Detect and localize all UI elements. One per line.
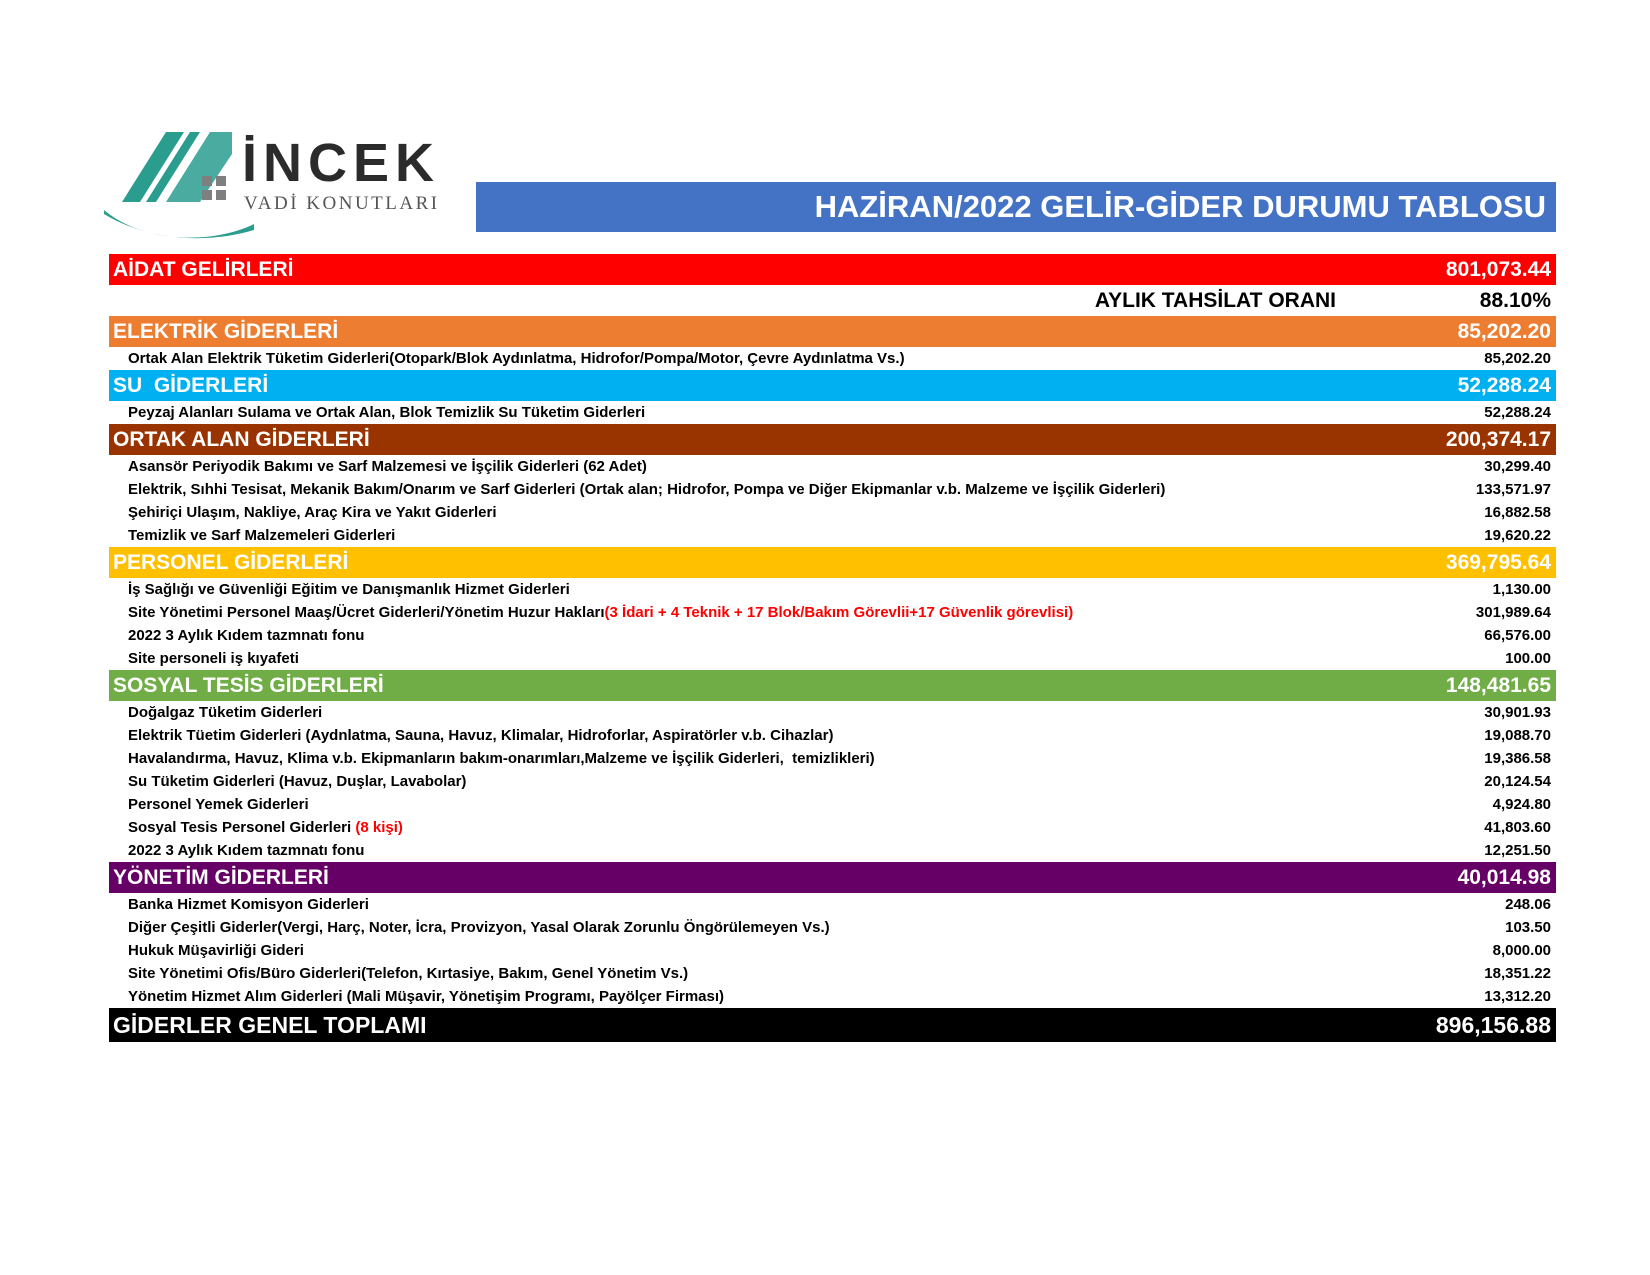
grand-total-value: 896,156.88	[1435, 1011, 1551, 1038]
section-header-ortak-alan	[109, 424, 1556, 455]
collection-rate-label: AYLIK TAHSİLAT ORANI	[1094, 288, 1336, 312]
section-header-sosyal-tesis	[109, 670, 1556, 701]
section-total: 200,374.17	[1445, 427, 1551, 451]
expense-row	[109, 962, 1556, 985]
expense-row	[109, 501, 1556, 524]
expense-value: 100.00	[1505, 650, 1551, 667]
logo-subtitle: VADİ KONUTLARI	[244, 193, 440, 214]
expense-value: 16,882.58	[1484, 504, 1551, 521]
expense-label: Ortak Alan Elektrik Tüketim Giderleri(Otopark/Blok Aydınlatma, Hidrofor/Pompa/Motor, Çevre Aydınlatma Vs.)	[128, 350, 905, 367]
section-header-elektrik	[109, 316, 1556, 347]
expense-row	[109, 793, 1556, 816]
expense-label: Banka Hizmet Komisyon Giderleri	[128, 896, 369, 913]
expense-row	[109, 816, 1556, 839]
expense-value: 4,924.80	[1492, 796, 1551, 813]
expense-row	[109, 455, 1556, 478]
expense-row	[109, 839, 1556, 862]
expense-label: Temizlik ve Sarf Malzemeleri Giderleri	[128, 527, 396, 544]
expense-value: 19,620.22	[1484, 527, 1551, 544]
expense-value: 30,901.93	[1484, 704, 1551, 721]
section-total: 148,481.65	[1445, 673, 1551, 697]
expense-row	[109, 701, 1556, 724]
section-total: 40,014.98	[1457, 865, 1551, 889]
logo	[104, 132, 484, 244]
section-total: 369,795.64	[1445, 550, 1551, 574]
section-label: PERSONEL GİDERLERİ	[113, 550, 349, 574]
expense-label	[128, 604, 1073, 621]
expense-row	[109, 916, 1556, 939]
expense-value: 1,130.00	[1492, 581, 1551, 598]
expense-value: 13,312.20	[1484, 988, 1551, 1005]
expense-label: Su Tüketim Giderleri (Havuz, Duşlar, Lavabolar)	[128, 773, 467, 790]
page-title: HAZİRAN/2022 GELİR-GİDER DURUMU TABLOSU	[476, 182, 1556, 232]
income-expense-table	[109, 254, 1556, 1042]
section-label: SU GİDERLERİ	[113, 373, 269, 397]
expense-label: Peyzaj Alanları Sulama ve Ortak Alan, Blok Temizlik Su Tüketim Giderleri	[128, 404, 646, 421]
income-value: 801,073.44	[1445, 257, 1551, 281]
expense-label-text: Site Yönetimi Personel Maaş/Ücret Giderleri/Yönetim Huzur Hakları	[128, 604, 605, 621]
expense-row	[109, 893, 1556, 916]
expense-value: 133,571.97	[1475, 481, 1551, 498]
expense-value: 85,202.20	[1484, 350, 1551, 367]
income-row	[109, 254, 1556, 285]
section-label: SOSYAL TESİS GİDERLERİ	[113, 673, 384, 697]
expense-value: 30,299.40	[1484, 458, 1551, 475]
section-label: ELEKTRİK GİDERLERİ	[113, 319, 339, 343]
house-logo-icon	[104, 132, 254, 244]
grand-total-row	[109, 1008, 1556, 1042]
expense-label: Diğer Çeşitli Giderler(Vergi, Harç, Noter, İcra, Provizyon, Yasal Olarak Zorunlu Öngörülemeyen Vs.)	[128, 919, 830, 936]
expense-label-text: Sosyal Tesis Personel Giderleri	[128, 819, 356, 836]
expense-label: Elektrik, Sıhhi Tesisat, Mekanik Bakım/Onarım ve Sarf Giderleri (Ortak alan; Hidrofor, Pompa ve Diğer Ekipmanlar v.b. Malzeme ve İşçilik Giderleri)	[128, 481, 1166, 498]
expense-label: İş Sağlığı ve Güvenliği Eğitim ve Danışmanlık Hizmet Giderleri	[128, 581, 570, 598]
expense-label: 2022 3 Aylık Kıdem tazmnatı fonu	[128, 842, 365, 859]
section-header-su	[109, 370, 1556, 401]
section-label: ORTAK ALAN GİDERLERİ	[113, 427, 370, 451]
expense-label: Asansör Periyodik Bakımı ve Sarf Malzemesi ve İşçilik Giderleri (62 Adet)	[128, 458, 647, 475]
expense-label: Hukuk Müşavirliği Gideri	[128, 942, 304, 959]
expense-note: (8 kişi)	[355, 819, 403, 836]
expense-note: (3 İdari + 4 Teknik + 17 Blok/Bakım Görevlii+17 Güvenlik görevlisi)	[604, 604, 1074, 621]
expense-label: Site Yönetimi Ofis/Büro Giderleri(Telefon, Kırtasiye, Bakım, Genel Yönetim Vs.)	[128, 965, 689, 982]
expense-value: 12,251.50	[1484, 842, 1551, 859]
expense-label: Doğalgaz Tüketim Giderleri	[128, 704, 323, 721]
expense-value: 20,124.54	[1484, 773, 1551, 790]
grand-total-label: GİDERLER GENEL TOPLAMI	[113, 1011, 427, 1038]
expense-value: 103.50	[1505, 919, 1551, 936]
expense-value: 18,351.22	[1484, 965, 1551, 982]
section-header-yonetim	[109, 862, 1556, 893]
expense-row	[109, 747, 1556, 770]
expense-label: Personel Yemek Giderleri	[128, 796, 309, 813]
expense-label: Havalandırma, Havuz, Klima v.b. Ekipmanların bakım-onarımları,Malzeme ve İşçilik Giderleri, temizlikleri)	[128, 750, 875, 767]
expense-row	[109, 647, 1556, 670]
expense-row	[109, 347, 1556, 370]
expense-label	[128, 819, 403, 836]
expense-label: 2022 3 Aylık Kıdem tazmnatı fonu	[128, 627, 365, 644]
expense-row	[109, 624, 1556, 647]
section-label: YÖNETİM GİDERLERİ	[113, 865, 329, 889]
expense-label: Yönetim Hizmet Alım Giderleri (Mali Müşavir, Yönetişim Programı, Payölçer Firması)	[128, 988, 725, 1005]
expense-label: Şehiriçi Ulaşım, Nakliye, Araç Kira ve Yakıt Giderleri	[128, 504, 497, 521]
expense-row	[109, 478, 1556, 501]
expense-row	[109, 939, 1556, 962]
section-total: 85,202.20	[1457, 319, 1551, 343]
logo-brand: İNCEK	[242, 133, 441, 193]
collection-rate-row	[109, 285, 1556, 316]
expense-row	[109, 578, 1556, 601]
expense-value: 41,803.60	[1484, 819, 1551, 836]
expense-value: 8,000.00	[1492, 942, 1551, 959]
collection-rate-value: 88.10%	[1479, 288, 1551, 312]
expense-value: 52,288.24	[1484, 404, 1551, 421]
expense-value: 19,386.58	[1484, 750, 1551, 767]
expense-row	[109, 985, 1556, 1008]
expense-row	[109, 724, 1556, 747]
expense-row	[109, 770, 1556, 793]
income-label: AİDAT GELİRLERİ	[113, 257, 294, 281]
expense-label: Site personeli iş kıyafeti	[128, 650, 299, 667]
expense-value: 66,576.00	[1484, 627, 1551, 644]
expense-value: 301,989.64	[1475, 604, 1551, 621]
expense-value: 248.06	[1505, 896, 1551, 913]
expense-label: Elektrik Tüetim Giderleri (Aydnlatma, Sauna, Havuz, Klimalar, Hidroforlar, Aspiratörler v.b. Cihazlar)	[128, 727, 834, 744]
expense-row	[109, 401, 1556, 424]
section-header-personel	[109, 547, 1556, 578]
expense-value: 19,088.70	[1484, 727, 1551, 744]
expense-row	[109, 524, 1556, 547]
section-total: 52,288.24	[1457, 373, 1551, 397]
expense-row	[109, 601, 1556, 624]
